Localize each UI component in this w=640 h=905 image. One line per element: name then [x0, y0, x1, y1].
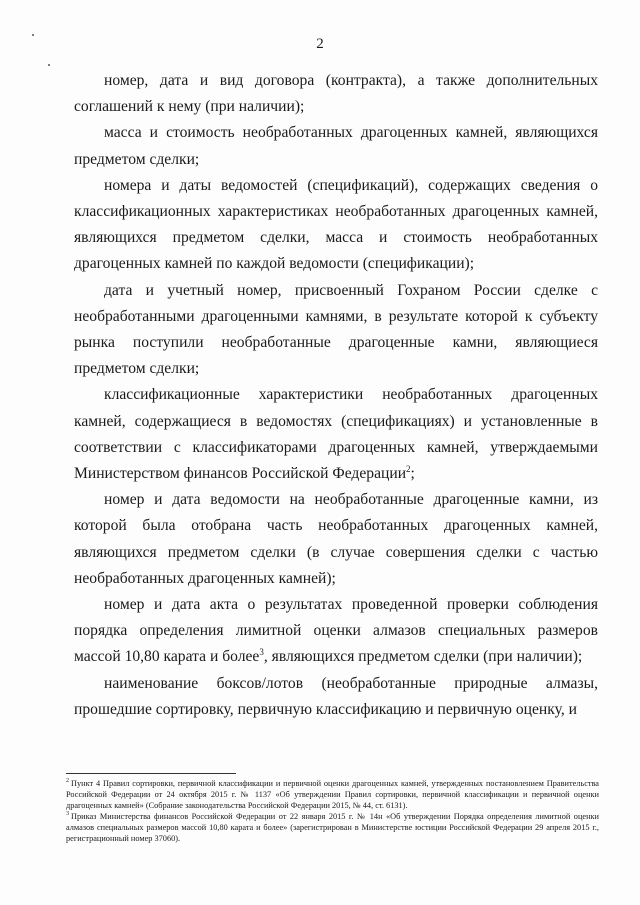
document-body: [74, 68, 598, 723]
footnote-divider: [66, 773, 236, 774]
paragraph: номер, дата и вид договора (контракта), а также дополнительных соглашений к нему (при наличии);: [74, 72, 598, 116]
paragraph: номер и дата ведомости на необработанные драгоценные камни, из которой была отобрана часть необработанных драгоценных камней, являющихся предметом сделки (в случае совершения сделки с частью необработанных драгоценных камней);: [74, 491, 598, 587]
scan-speck: [48, 64, 50, 66]
paragraph: дата и учетный номер, присвоенный Гохраном России сделке с необработанными драгоценными камнями, в результате которой к субъекту рынка поступили необработанные драгоценные камни, являющиеся предметом сделки;: [74, 281, 598, 378]
paragraph: номер и дата акта о результатах проведенной проверки соблюдения порядка определения лимитной оценки алмазов специальных размеров массой 10,80 карата и более$^3$, являющихся предметом сделки (при наличии);: [74, 596, 598, 666]
paragraph: масса и стоимость необработанных драгоценных камней, являющихся предметом сделки;: [74, 124, 598, 168]
footnote-ref[interactable]: 2: [406, 463, 411, 474]
page-number: 2: [316, 36, 324, 52]
footnote-mark: 3: [66, 811, 69, 818]
footnote-ref[interactable]: 3: [259, 647, 264, 658]
footnote-mark: 2: [66, 778, 69, 785]
footnote: $^3$ Приказ Министерства финансов Российской Федерации от 22 января 2015 г. № 14н «Об утверждении Порядка определения лимитной оценки алмазов специальных размеров массой 10,80 карата и более» (зарегистрирован в Министерстве юстиции Российской Федерации 29 апреля 2015 г., регистрационный номер 37060).: [66, 811, 599, 843]
paragraph: наименование боксов/лотов (необработанные природные алмазы, прошедшие сортировку, первичную классификацию и первичную оценку, и: [74, 674, 598, 718]
footnotes: [66, 773, 599, 844]
paragraph: классификационные характеристики необработанных драгоценных камней, содержащиеся в ведомостях (спецификациях) и установленные в соответствии с классификаторами драгоценных камней, утверждаемыми Министерством финансов Российской Федерации$^2$;: [74, 386, 598, 483]
paragraph: номера и даты ведомостей (спецификаций), содержащих сведения о классификационных характеристиках необработанных драгоценных камней, являющихся предметом сделки, масса и стоимость необработанных драгоценных камней по каждой ведомости (спецификации);: [74, 176, 598, 273]
footnote: $^2$ Пункт 4 Правил сортировки, первичной классификации и первичной оценки драгоценных камней, утвержденных постановлением Правительства Российской Федерации от 24 октября 2015 г. № 1137 «Об утверждении Правил сортировки, первичной классификации и первичной оценки драгоценных камней» (Собрание законодательства Российской Федерации 2015, № 44, ст. 6131).: [66, 778, 599, 810]
